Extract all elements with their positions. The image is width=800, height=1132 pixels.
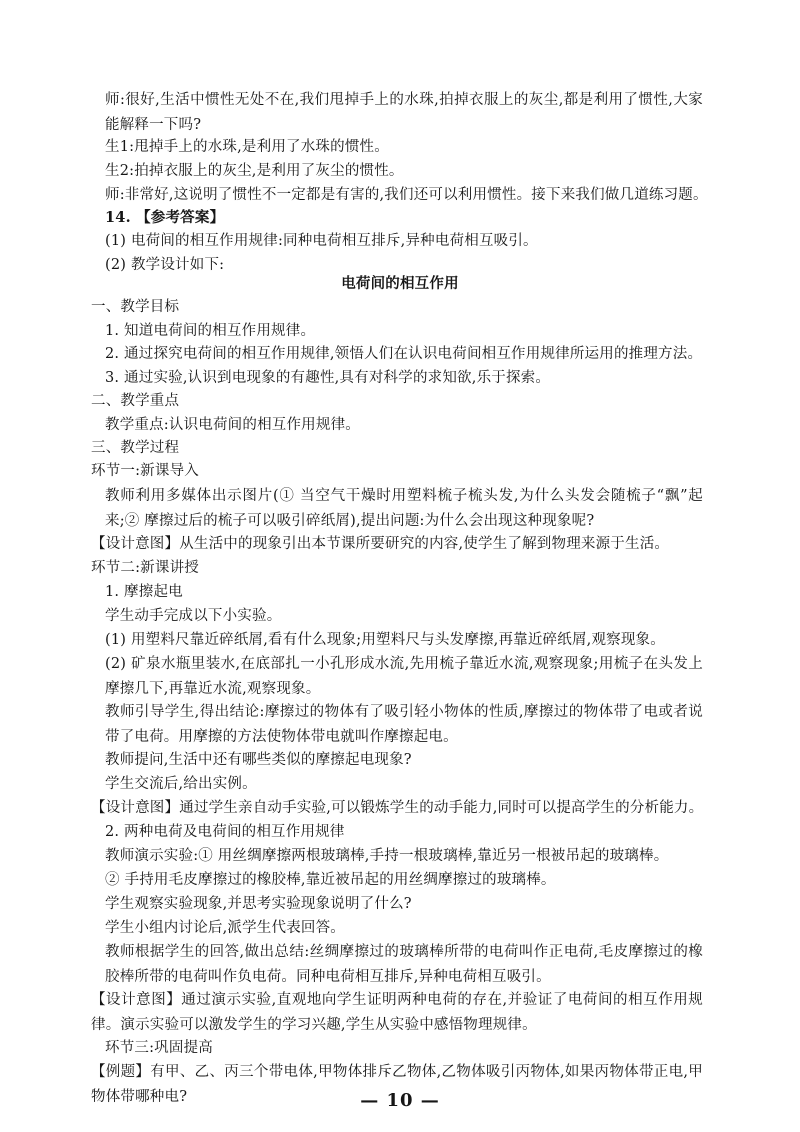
- group-discussion: 学生小组内讨论后,派学生代表回答。: [105, 920, 346, 936]
- teacher-summary-charges: 教师根据学生的回答,做出总结:丝绸摩擦过的玻璃棒所带的电荷叫作正电荷,毛皮摩擦过的橡胶棒所带的电荷叫作负电荷。同种电荷相互排斥,异种电荷相互吸引。: [105, 944, 703, 985]
- objective-3: 3. 通过实验,认识到电现象的有趣性,具有对科学的求知欲,乐于探索。: [105, 370, 551, 386]
- answer-part-2: (2) 教学设计如下:: [105, 257, 225, 273]
- objective-2: 2. 通过探究电荷间的相互作用规律,领悟人们在认识电荷间相互作用规律所运用的推理方法。: [105, 346, 703, 362]
- teaching-focus: 教学重点:认识电荷间的相互作用规律。: [105, 417, 360, 433]
- experiment-intro: 学生动手完成以下小实验。: [105, 608, 282, 624]
- design-intent-3: 【设计意图】通过演示实验,直观地向学生证明两种电荷的存在,并验证了电荷间的相互作用规律。演示实验可以激发学生的学习兴趣,学生从实验中感悟物理规律。: [91, 992, 703, 1033]
- page-number: — 10 —: [360, 1090, 440, 1111]
- topic-1-heading: 1. 摩擦起电: [105, 584, 183, 600]
- design-intent-1: 【设计意图】从生活中的现象引出本节课所要研究的内容,使学生了解到物理来源于生活。: [91, 536, 670, 552]
- section-heading-focus: 二、教学重点: [91, 393, 180, 409]
- demo-experiment-1: 教师演示实验:① 用丝绸摩擦两根玻璃棒,手持一根玻璃棒,靠近另一根被吊起的玻璃棒。: [105, 848, 669, 864]
- stage-3-heading: 环节三:巩固提高: [105, 1040, 213, 1056]
- paragraph-teacher-summary: 师:非常好,这说明了惯性不一定都是有害的,我们还可以利用惯性。接下来我们做几道练习题。: [105, 187, 708, 203]
- teacher-question: 教师提问,生活中还有哪些类似的摩擦起电现象?: [105, 752, 412, 768]
- answer-part-1: (1) 电荷间的相互作用规律:同种电荷相互排斥,异种电荷相互吸引。: [105, 233, 538, 249]
- student-observation: 学生观察实验现象,并思考实验现象说明了什么?: [105, 896, 412, 912]
- paragraph-teacher-inertia: 师:很好,生活中惯性无处不在,我们甩掉手上的水珠,拍掉衣服上的灰尘,都是利用了惯性,大家能解释一下吗?: [105, 92, 703, 133]
- demo-experiment-2: ② 手持用毛皮摩擦过的橡胶棒,靠近被吊起的用丝绸摩擦过的玻璃棒。: [105, 872, 556, 888]
- paragraph-student-1: 生1:甩掉手上的水珠,是利用了水珠的惯性。: [105, 139, 389, 155]
- objective-1: 1. 知道电荷间的相互作用规律。: [105, 323, 316, 339]
- student-examples: 学生交流后,给出实例。: [105, 776, 257, 792]
- design-intent-2: 【设计意图】通过学生亲自动手实验,可以锻炼学生的动手能力,同时可以提高学生的分析能力。: [91, 800, 704, 816]
- stage-1-heading: 环节一:新课导入: [91, 463, 199, 479]
- experiment-1: (1) 用塑料尺靠近碎纸屑,看有什么现象;用塑料尺与头发摩擦,再靠近碎纸屑,观察现象。: [105, 632, 665, 648]
- experiment-2: (2) 矿泉水瓶里装水,在底部扎一小孔形成水流,先用梳子靠近水流,观察现象;用梳子在头发上摩擦几下,再靠近水流,观察现象。: [105, 656, 703, 697]
- section-heading-process: 三、教学过程: [91, 440, 180, 456]
- stage-2-heading: 环节二:新课讲授: [91, 560, 199, 576]
- lesson-title: 电荷间的相互作用: [341, 275, 459, 292]
- example-question: 【例题】有甲、乙、丙三个带电体,甲物体排斥乙物体,乙物体吸引丙物体,如果丙物体带正电,甲物体带哪种电?: [91, 1064, 703, 1105]
- conclusion-friction-charge: 教师引导学生,得出结论:摩擦过的物体有了吸引轻小物体的性质,摩擦过的物体带了电或者说带了电荷。用摩擦的方法使物体带电就叫作摩擦起电。: [105, 704, 703, 745]
- stage-1-intro: 教师利用多媒体出示图片(① 当空气干燥时用塑料梳子梳头发,为什么头发会随梳子“飘”起来;② 摩擦过后的梳子可以吸引碎纸屑),提出问题:为什么会出现这种现象呢?: [105, 488, 703, 529]
- section-heading-objectives: 一、教学目标: [91, 299, 180, 315]
- paragraph-student-2: 生2:拍掉衣服上的灰尘,是利用了灰尘的惯性。: [105, 163, 404, 179]
- answer-heading: 14. 【参考答案】: [105, 209, 225, 226]
- topic-2-heading: 2. 两种电荷及电荷间的相互作用规律: [105, 824, 345, 840]
